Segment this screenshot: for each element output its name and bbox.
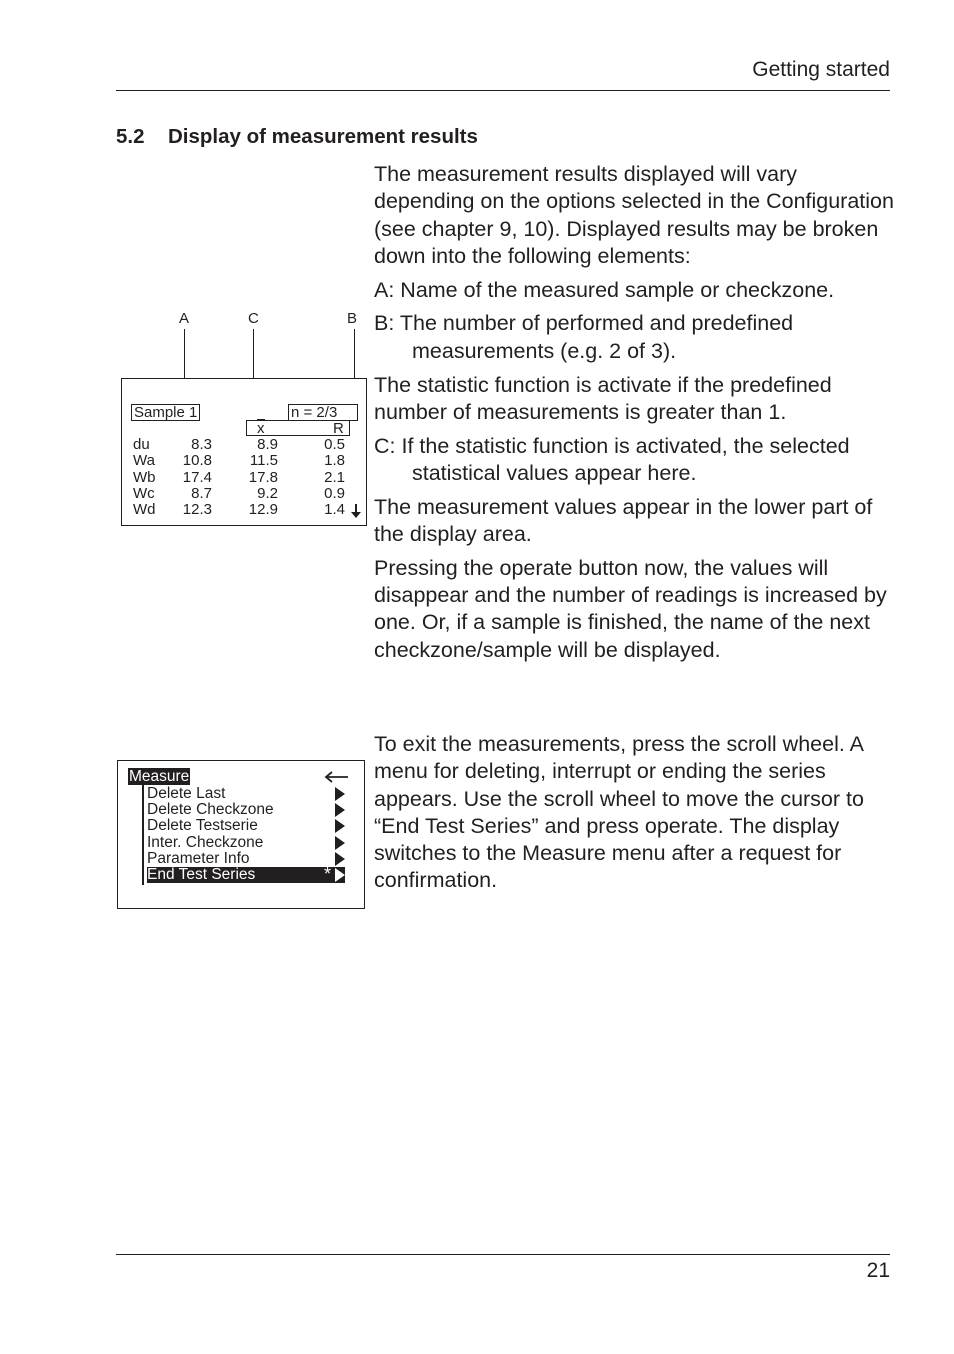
selection-mark: * [323, 864, 331, 884]
menu-item-2[interactable] [147, 818, 345, 834]
submenu-arrow-icon [335, 836, 345, 850]
menu-item-label: Delete Checkzone [147, 801, 274, 819]
paragraph-c: C: If the statistic function is activated, the selected statistical values appear here. [374, 433, 850, 485]
row-x-4: 12.9 [248, 501, 278, 519]
submenu-arrow-icon [335, 819, 345, 833]
menu-title [128, 769, 190, 785]
menu-tree-line [142, 785, 144, 885]
header-rule [116, 90, 890, 91]
menu-item-0[interactable] [147, 786, 345, 802]
page-number: 21 [866, 1259, 890, 1282]
section-title: Display of measurement results [168, 125, 478, 148]
running-header: Getting started [752, 58, 890, 81]
row-value-1: 10.8 [182, 452, 212, 470]
row-x-3: 9.2 [257, 484, 278, 502]
body-text-upper [374, 161, 894, 671]
submenu-arrow-icon [335, 803, 345, 817]
paragraph-intro: The measurement results displayed will vary depending on the options selected in the Configuration (see chapter 9, 10). Displayed results may be broken down into the following elements: [374, 162, 894, 268]
menu-item-4[interactable] [147, 851, 345, 867]
sample-label: Sample 1 [131, 404, 200, 421]
submenu-arrow-icon [335, 787, 345, 801]
row-name-4: Wd [133, 501, 156, 519]
row-value-3: 8.7 [191, 484, 212, 502]
paragraph-exit: To exit the measurements, press the scroll wheel. A menu for deleting, interrupt or ending the series appears. Use the scroll wheel to move the cursor to “End Test Series” and press operate. The display switches to the Measure menu after a request for confirmation. [374, 732, 864, 893]
paragraph-statistic: The statistic function is activate if the predefined number of measurements is greater than 1. [374, 372, 832, 424]
menu-item-label: Parameter Info [147, 849, 250, 867]
row-x-2: 17.8 [248, 468, 278, 486]
menu-title-label: Measure [129, 768, 190, 785]
row-r-0: 0.5 [324, 436, 345, 453]
menu-item-1[interactable] [147, 802, 345, 818]
body-text-lower [374, 731, 894, 901]
section-number: 5.2 [116, 125, 145, 148]
row-value-0: 8.3 [191, 436, 212, 453]
row-r-3: 0.9 [324, 484, 345, 502]
menu-item-5[interactable] [147, 864, 345, 884]
statistic-header [246, 420, 350, 436]
row-x-1: 11.5 [249, 452, 278, 470]
paragraph-values: The measurement values appear in the lower part of the display area. [374, 494, 873, 547]
arrow-left-icon[interactable] [324, 771, 348, 783]
measure-menu-display [117, 760, 365, 909]
section-heading [116, 125, 478, 149]
row-r-2: 2.1 [324, 468, 345, 486]
count-label: n = 2/3 [288, 404, 358, 421]
row-value-2: 17.4 [182, 468, 212, 486]
row-name-0: du [133, 436, 150, 453]
callout-c: C [248, 310, 259, 327]
row-value-4: 12.3 [182, 501, 212, 519]
paragraph-b: B: The number of performed and predefined measurements (e.g. 2 of 3). [374, 311, 794, 363]
row-name-1: Wa [133, 452, 155, 470]
menu-item-label: Delete Testserie [147, 817, 258, 835]
row-r-4: 1.4 [324, 501, 345, 519]
menu-item-label: Inter. Checkzone [147, 833, 264, 851]
submenu-arrow-icon [335, 868, 345, 882]
column-range: R [333, 420, 344, 437]
measurement-display [121, 378, 367, 526]
paragraph-operate: Pressing the operate button now, the values will disappear and the number of readings is increased by one. Or, if a sample is finished, the name of the next checkzone/sample will be displayed. [374, 555, 887, 662]
arrow-down-icon [350, 504, 362, 518]
menu-item-label: End Test Series [147, 866, 256, 883]
column-mean: x [257, 420, 265, 437]
menu-item-label: Delete Last [147, 785, 226, 802]
paragraph-a: A: Name of the measured sample or checkzone. [374, 277, 835, 302]
row-name-3: Wc [133, 484, 155, 502]
callout-b: B [347, 310, 358, 327]
row-r-1: 1.8 [324, 452, 345, 470]
row-x-0: 8.9 [257, 436, 278, 453]
menu-item-3[interactable] [147, 835, 345, 851]
row-name-2: Wb [133, 468, 156, 486]
callout-a: A [179, 310, 190, 327]
submenu-arrow-icon [335, 852, 345, 866]
footer-rule [116, 1254, 890, 1255]
mean-bar [257, 419, 265, 420]
